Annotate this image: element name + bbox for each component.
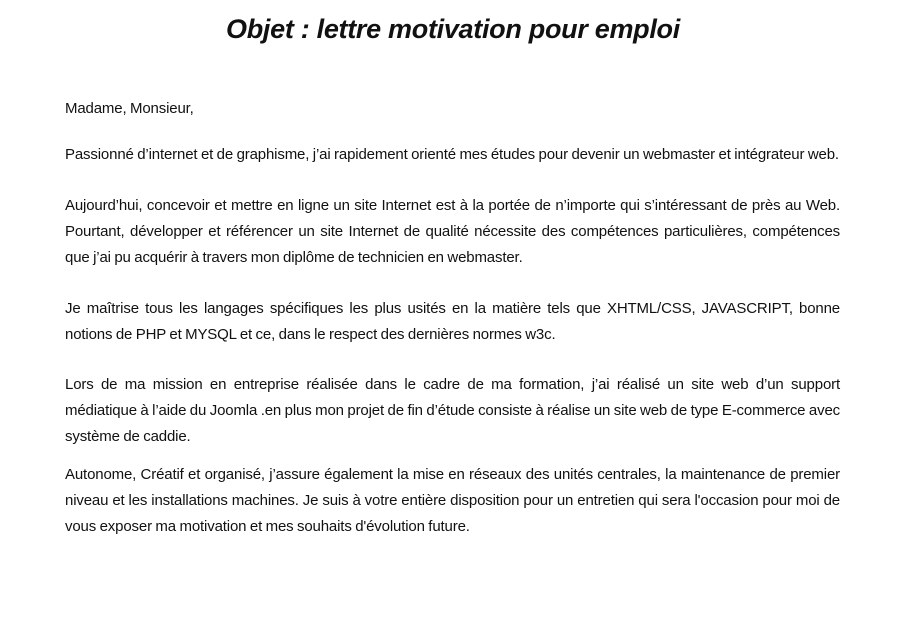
letter-body <box>65 96 840 540</box>
paragraph-intro: Passionné d’internet et de graphisme, j’ai rapidement orienté mes études pour devenir un webmaster et intégrateur web. <box>65 146 839 163</box>
paragraph-skills-context: Aujourd’hui, concevoir et mettre en ligne un site Internet est à la portée de n’importe qui s’intéressant de près au Web. Pourtant, développer et référencer un site Internet de qualité nécessite des compétences particulières, compétences que j’ai pu acquérir à travers mon diplôme de technicien en webmaster. <box>65 197 840 266</box>
paragraph-mission: Lors de ma mission en entreprise réalisée dans le cadre de ma formation, j’ai réalisé un site web d’un support médiatique à l’aide du Joomla .en plus mon projet de fin d’étude consiste à réalise un site web de type E-commerce avec système de caddie. <box>65 376 840 445</box>
letter-title: Objet : lettre motivation pour emploi <box>226 14 680 44</box>
salutation: Madame, Monsieur, <box>65 100 194 117</box>
paragraph-availability: Autonome, Créatif et organisé, j’assure également la mise en réseaux des unités centrales, la maintenance de premier niveau et les installations machines. Je suis à votre entière disposition pour un entretien qui sera l'occasion pour moi de vous exposer ma motivation et mes souhaits d'évolution future. <box>65 466 840 535</box>
paragraph-languages: Je maîtrise tous les langages spécifiques les plus usités en la matière tels que XHTML/CSS, JAVASCRIPT, bonne notions de PHP et MYSQL et ce, dans le respect des dernières normes w3c. <box>65 300 840 343</box>
